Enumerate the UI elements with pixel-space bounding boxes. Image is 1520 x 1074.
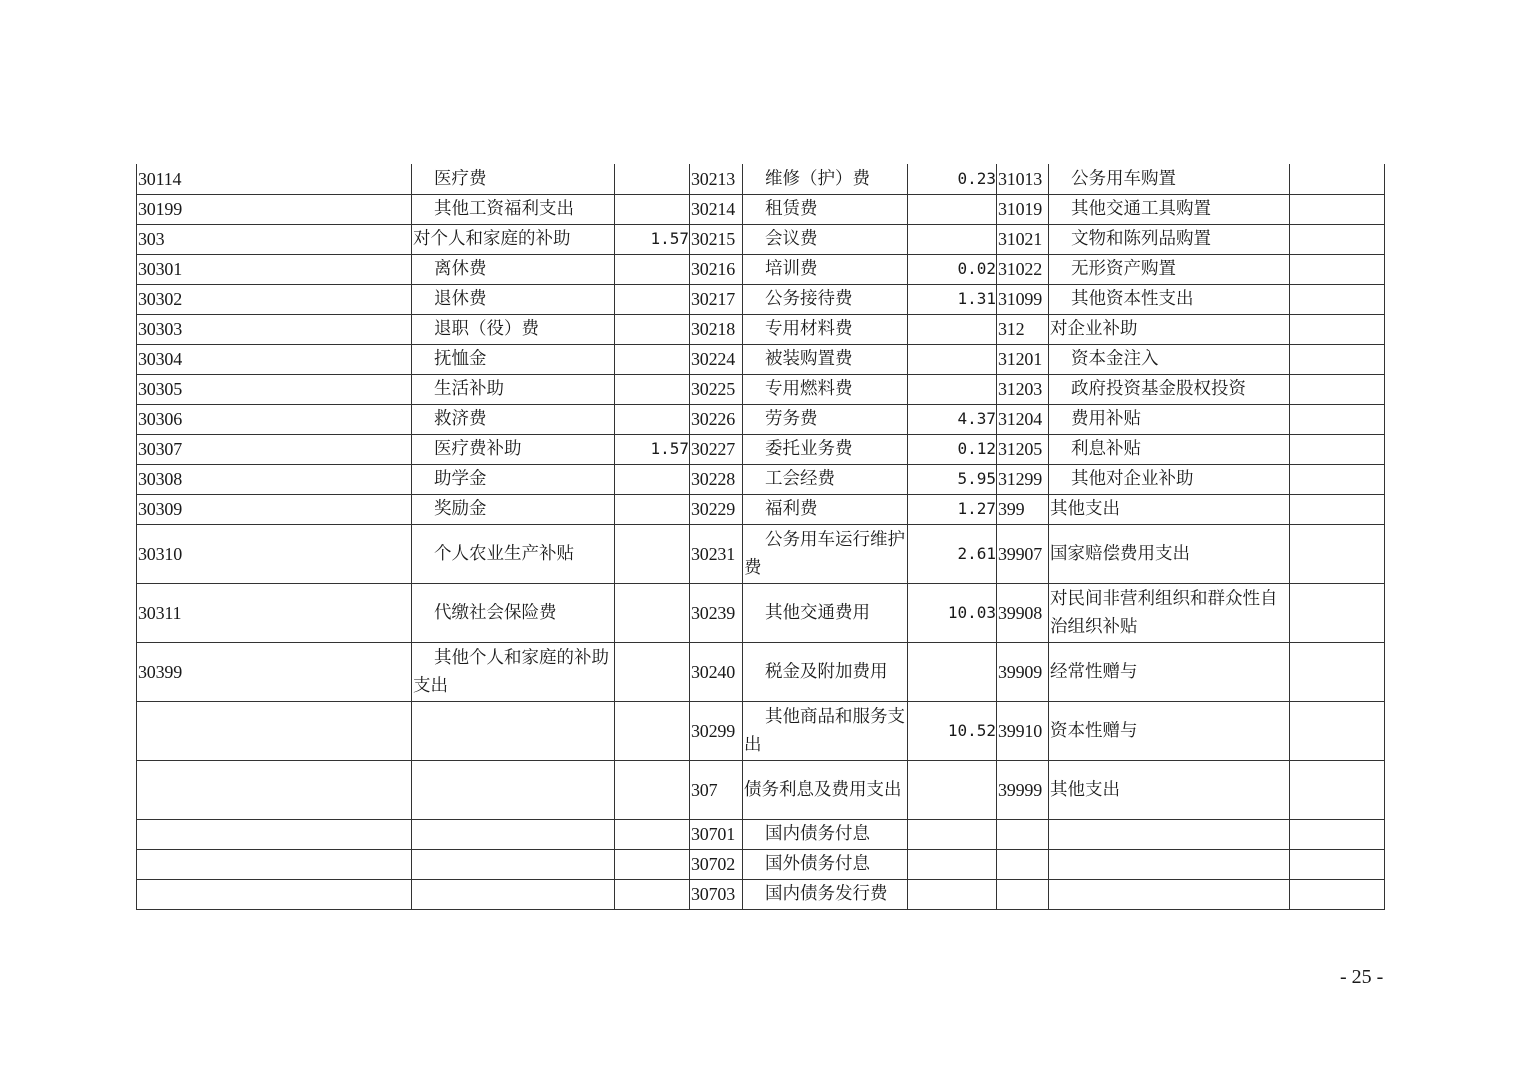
item-code-cell: 31022 [997,254,1049,284]
item-code-cell [137,849,412,879]
item-amount-cell [908,642,997,701]
item-amount-cell: 2.61 [908,524,997,583]
item-code-cell: 39999 [997,760,1049,819]
item-name-cell: 对企业补助 [1049,314,1290,344]
item-name-cell: 其他交通工具购置 [1049,194,1290,224]
item-amount-cell: 10.03 [908,583,997,642]
item-name-cell: 国内债务付息 [743,819,908,849]
item-name-cell: 国外债务付息 [743,849,908,879]
table-row [137,194,1385,224]
item-amount-cell [908,344,997,374]
item-name-cell: 其他个人和家庭的补助支出 [412,642,615,701]
item-code-cell: 31204 [997,404,1049,434]
item-amount-cell [1290,284,1385,314]
item-name-cell [1049,879,1290,909]
item-name-cell: 其他对企业补助 [1049,464,1290,494]
item-name-cell: 奖励金 [412,494,615,524]
item-name-cell [412,819,615,849]
item-code-cell: 30399 [137,642,412,701]
item-amount-cell [1290,642,1385,701]
item-code-cell [997,849,1049,879]
item-name-cell [412,760,615,819]
item-code-cell [997,879,1049,909]
item-name-cell: 抚恤金 [412,344,615,374]
item-amount-cell [1290,404,1385,434]
item-name-cell: 其他工资福利支出 [412,194,615,224]
item-code-cell: 30226 [690,404,743,434]
item-amount-cell [615,254,690,284]
item-amount-cell [615,314,690,344]
item-amount-cell [615,164,690,194]
item-name-cell: 资本性赠与 [1049,701,1290,760]
item-code-cell: 31021 [997,224,1049,254]
item-name-cell: 生活补助 [412,374,615,404]
item-code-cell: 30702 [690,849,743,879]
item-name-cell: 对个人和家庭的补助 [412,224,615,254]
item-code-cell: 30304 [137,344,412,374]
item-name-cell: 医疗费补助 [412,434,615,464]
item-amount-cell: 5.95 [908,464,997,494]
item-code-cell [137,819,412,849]
item-amount-cell [908,374,997,404]
item-name-cell: 经常性赠与 [1049,642,1290,701]
table-row [137,583,1385,642]
item-name-cell: 救济费 [412,404,615,434]
item-name-cell: 离休费 [412,254,615,284]
item-code-cell [137,701,412,760]
item-name-cell [412,879,615,909]
item-amount-cell: 4.37 [908,404,997,434]
table-row [137,879,1385,909]
item-name-cell: 其他资本性支出 [1049,284,1290,314]
item-amount-cell [1290,254,1385,284]
item-name-cell [412,701,615,760]
item-amount-cell: 10.52 [908,701,997,760]
item-code-cell: 39909 [997,642,1049,701]
item-amount-cell [1290,494,1385,524]
item-amount-cell [1290,583,1385,642]
item-name-cell: 培训费 [743,254,908,284]
item-code-cell: 30231 [690,524,743,583]
item-amount-cell: 0.23 [908,164,997,194]
item-code-cell: 30229 [690,494,743,524]
item-code-cell: 30703 [690,879,743,909]
item-amount-cell [1290,849,1385,879]
item-name-cell: 退职（役）费 [412,314,615,344]
item-amount-cell [615,849,690,879]
item-name-cell: 其他支出 [1049,494,1290,524]
item-amount-cell: 0.12 [908,434,997,464]
item-name-cell: 对民间非营利组织和群众性自治组织补贴 [1049,583,1290,642]
item-code-cell: 39910 [997,701,1049,760]
item-name-cell [412,849,615,879]
item-amount-cell [908,314,997,344]
item-amount-cell: 1.57 [615,224,690,254]
item-amount-cell [615,284,690,314]
item-name-cell: 文物和陈列品购置 [1049,224,1290,254]
item-code-cell: 30305 [137,374,412,404]
item-amount-cell: 1.57 [615,434,690,464]
item-name-cell: 利息补贴 [1049,434,1290,464]
item-code-cell [997,819,1049,849]
item-code-cell: 30218 [690,314,743,344]
item-name-cell: 委托业务费 [743,434,908,464]
item-amount-cell: 0.02 [908,254,997,284]
item-code-cell: 303 [137,224,412,254]
item-code-cell: 30311 [137,583,412,642]
item-code-cell [137,760,412,819]
item-code-cell: 30225 [690,374,743,404]
item-name-cell: 专用材料费 [743,314,908,344]
item-amount-cell [1290,194,1385,224]
table-row [137,224,1385,254]
item-name-cell: 被装购置费 [743,344,908,374]
item-code-cell: 30224 [690,344,743,374]
budget-table [136,164,1385,910]
item-amount-cell [615,583,690,642]
item-name-cell: 无形资产购置 [1049,254,1290,284]
item-code-cell: 31299 [997,464,1049,494]
item-name-cell: 福利费 [743,494,908,524]
item-amount-cell: 1.27 [908,494,997,524]
item-name-cell: 国家赔偿费用支出 [1049,524,1290,583]
item-amount-cell [908,194,997,224]
item-code-cell: 30303 [137,314,412,344]
item-amount-cell [615,524,690,583]
item-amount-cell [1290,760,1385,819]
table-row [137,464,1385,494]
item-code-cell: 30213 [690,164,743,194]
table-row [137,701,1385,760]
item-code-cell: 30114 [137,164,412,194]
item-amount-cell [1290,434,1385,464]
item-name-cell: 税金及附加费用 [743,642,908,701]
item-amount-cell [1290,344,1385,374]
item-amount-cell [908,224,997,254]
table-body [137,164,1385,909]
item-amount-cell [615,760,690,819]
item-code-cell: 30308 [137,464,412,494]
item-amount-cell [615,344,690,374]
item-amount-cell [1290,164,1385,194]
item-code-cell: 31201 [997,344,1049,374]
item-name-cell: 工会经费 [743,464,908,494]
item-amount-cell [1290,879,1385,909]
table-row [137,404,1385,434]
item-amount-cell: 1.31 [908,284,997,314]
item-code-cell: 30227 [690,434,743,464]
item-name-cell: 会议费 [743,224,908,254]
item-code-cell: 30310 [137,524,412,583]
item-name-cell: 政府投资基金股权投资 [1049,374,1290,404]
item-code-cell: 30307 [137,434,412,464]
item-code-cell: 31099 [997,284,1049,314]
item-amount-cell [908,879,997,909]
item-code-cell: 39907 [997,524,1049,583]
item-amount-cell [908,819,997,849]
item-code-cell: 399 [997,494,1049,524]
table-row [137,434,1385,464]
item-code-cell: 30302 [137,284,412,314]
item-name-cell: 其他交通费用 [743,583,908,642]
item-amount-cell [1290,224,1385,254]
item-name-cell: 助学金 [412,464,615,494]
item-amount-cell [615,194,690,224]
item-name-cell: 公务用车购置 [1049,164,1290,194]
table-row [137,760,1385,819]
item-amount-cell [615,879,690,909]
item-code-cell: 31205 [997,434,1049,464]
item-code-cell: 31203 [997,374,1049,404]
item-code-cell: 30299 [690,701,743,760]
item-amount-cell [1290,374,1385,404]
item-name-cell [1049,849,1290,879]
item-name-cell: 劳务费 [743,404,908,434]
item-amount-cell [615,642,690,701]
item-name-cell: 租赁费 [743,194,908,224]
item-code-cell: 30301 [137,254,412,284]
page-number: - 25 - [1340,966,1384,988]
item-code-cell: 31019 [997,194,1049,224]
item-name-cell: 其他商品和服务支出 [743,701,908,760]
item-amount-cell [615,701,690,760]
item-code-cell: 307 [690,760,743,819]
table-row [137,314,1385,344]
table-row [137,849,1385,879]
item-code-cell: 30701 [690,819,743,849]
item-name-cell: 退休费 [412,284,615,314]
item-amount-cell [1290,314,1385,344]
item-name-cell: 代缴社会保险费 [412,583,615,642]
item-name-cell: 其他支出 [1049,760,1290,819]
item-code-cell: 30214 [690,194,743,224]
item-amount-cell [615,374,690,404]
item-amount-cell [1290,819,1385,849]
item-amount-cell [615,404,690,434]
item-name-cell: 公务用车运行维护费 [743,524,908,583]
item-name-cell: 公务接待费 [743,284,908,314]
item-code-cell [137,879,412,909]
item-code-cell: 30306 [137,404,412,434]
item-code-cell: 30239 [690,583,743,642]
item-code-cell: 39908 [997,583,1049,642]
item-name-cell: 费用补贴 [1049,404,1290,434]
item-amount-cell [908,849,997,879]
table-row [137,819,1385,849]
item-name-cell: 专用燃料费 [743,374,908,404]
item-name-cell: 资本金注入 [1049,344,1290,374]
table-row [137,374,1385,404]
item-name-cell: 医疗费 [412,164,615,194]
item-amount-cell [615,494,690,524]
table-row [137,642,1385,701]
table-row [137,494,1385,524]
table-row [137,284,1385,314]
item-name-cell: 维修（护）费 [743,164,908,194]
item-code-cell: 30199 [137,194,412,224]
item-code-cell: 312 [997,314,1049,344]
table-row [137,344,1385,374]
item-amount-cell [1290,464,1385,494]
item-amount-cell [1290,524,1385,583]
item-amount-cell [1290,701,1385,760]
item-name-cell: 个人农业生产补贴 [412,524,615,583]
item-amount-cell [908,760,997,819]
item-code-cell: 30228 [690,464,743,494]
item-name-cell: 国内债务发行费 [743,879,908,909]
table-row [137,524,1385,583]
item-name-cell: 债务利息及费用支出 [743,760,908,819]
item-code-cell: 30215 [690,224,743,254]
item-code-cell: 30240 [690,642,743,701]
item-code-cell: 31013 [997,164,1049,194]
item-code-cell: 30217 [690,284,743,314]
item-name-cell [1049,819,1290,849]
item-code-cell: 30309 [137,494,412,524]
item-code-cell: 30216 [690,254,743,284]
item-amount-cell [615,464,690,494]
item-amount-cell [615,819,690,849]
table-row [137,254,1385,284]
table-row [137,164,1385,194]
